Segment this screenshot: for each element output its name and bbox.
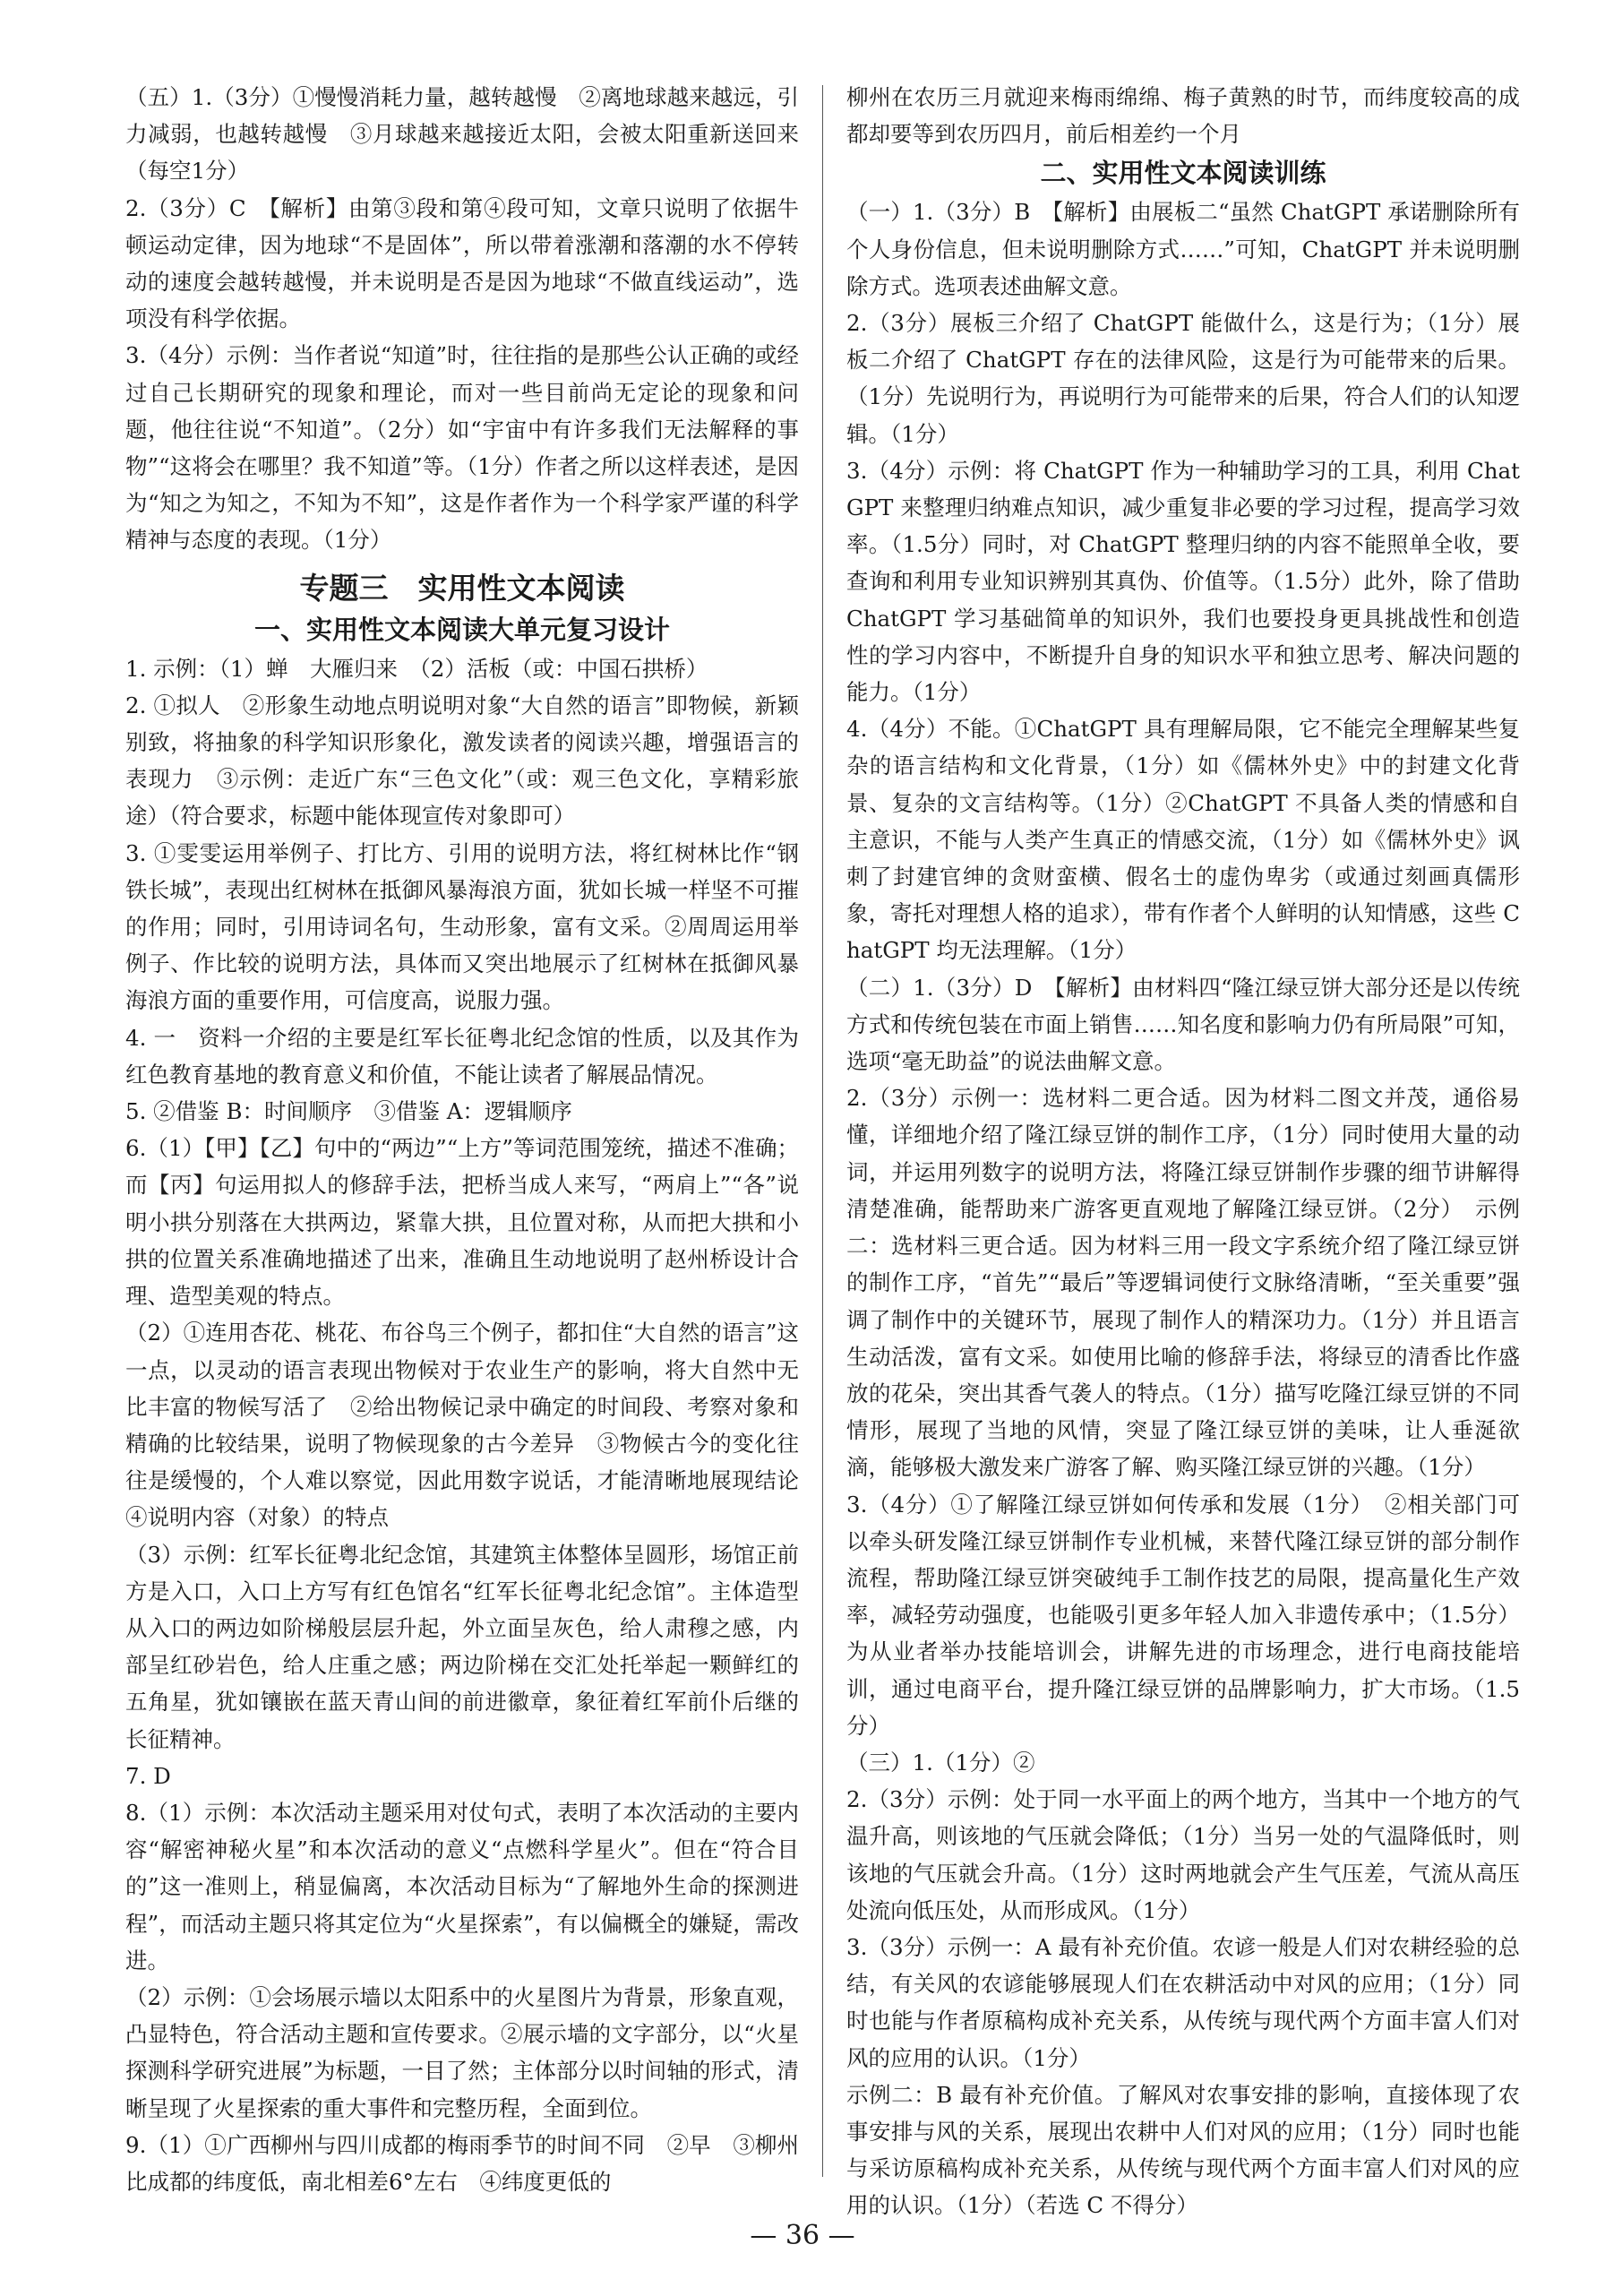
- answer-9: 9.（1）①广西柳州与四川成都的梅雨季节的时间不同 ②早 ③柳州比成都的纬度低，南北相差6°左右 ④纬度更低的: [125, 2131, 799, 2195]
- answer-6-1: 6.（1）【甲】【乙】句中的“两边”“上方”等词范围笼统，描述不准确；而【丙】句运用拟人的修辞手法，把桥当成人来写，“两肩上”“各”说明小拱分别落在大拱两边，紧靠大拱，且位置对称，从而把大拱和小拱的位置关系准确地描述了出来，准确且生动地说明了赵州桥设计合理、造型美观的特点。: [125, 1135, 799, 1310]
- answer-1: 1. 示例：（1）蝉 大雁归来 （2）活板（或：中国石拱桥）: [125, 655, 708, 682]
- column-divider: [822, 85, 823, 2177]
- answer-s1-1: （一）1.（3分）B 【解析】由展板二“虽然 ChatGPT 承诺删除所有个人身份信息，但未说明删除方式……”可知，ChatGPT 并未说明删除方式。选项表述曲解文意。: [846, 199, 1520, 299]
- answer-s3-1: （三）1.（1分）②: [846, 1749, 1035, 1776]
- answer-3: 3. ①雯雯运用举例子、打比方、引用的说明方法，将红树林比作“钢铁长城”，表现出红树林在抵御风暴海浪方面，犹如长城一样坚不可摧的作用；同时，引用诗词名句，生动形象，富有文采。②周周运用举例子、作比较的说明方法，具体而又突出地展示了红树林在抵御风暴海浪方面的重要作用，可信度高，说服力强。: [125, 839, 799, 1014]
- answer-7: 7. D: [125, 1762, 171, 1789]
- answer-5-1: （五）1.（3分）①慢慢消耗力量，越转越慢 ②离地球越来越远，引力减弱，也越转越慢 ③月球越来越接近太阳，会被太阳重新送回来（每空1分）: [125, 84, 799, 185]
- page-number: — 36 —: [750, 2220, 855, 2251]
- answer-s3-3a: 3.（3分）示例一：A 最有补充价值。农谚一般是人们对农耕经验的总结，有关风的农谚能够展现人们在农耕活动中对风的应用；（1分）同时也能与作者原稿构成补充关系，从传统与现代两个方面丰富人们对风的应用的认识。（1分）: [846, 1933, 1520, 2071]
- answer-8-2: （2）示例：①会场展示墙以太阳系中的火星图片为背景，形象直观，凸显特色，符合活动主题和宣传要求。②展示墙的文字部分，以“火星探测科学研究进展”为标题，一目了然；主体部分以时间轴的形式，清晰呈现了火星探索的重大事件和完整历程，全面到位。: [125, 1983, 799, 2121]
- answer-s1-3: 3.（4分）示例：将 ChatGPT 作为一种辅助学习的工具，利用 ChatGPT 来整理归纳难点知识，减少重复非必要的学习过程，提高学习效率。（1.5分）同时，对 ChatGPT 整理归纳的内容不能照单全收，要查询和利用专业知识辨别其真伪、价值等。（1.5分）此外，除了借助 ChatGPT 学习基础简单的知识外，我们也要投身更具挑战性和创造性的学习内容中，不断提升自身的知识水平和独立思考、解决问题的能力。（1分）: [846, 457, 1520, 706]
- answer-s2-3: 3.（4分）①了解隆江绿豆饼如何传承和发展（1分） ②相关部门可以牵头研发隆江绿豆饼制作专业机械，来替代隆江绿豆饼的部分制作流程，帮助隆江绿豆饼突破纯手工制作技艺的局限，提高量化生产效率，减轻劳动强度，也能吸引更多年轻人加入非遗传承中；（1.5分）为从业者举办技能培训会，讲解先进的市场理念，进行电商技能培训，通过电商平台，提升隆江绿豆饼的品牌影响力，扩大市场。（1.5分）: [846, 1491, 1520, 1739]
- answer-s1-2: 2.（3分）展板三介绍了 ChatGPT 能做什么，这是行为；（1分）展板二介绍了 ChatGPT 存在的法律风险，这是行为可能带来的后果。（1分）先说明行为，再说明行为可能带来的后果，符合人们的认知逻辑。（1分）: [846, 310, 1520, 447]
- answer-5-3: 3.（4分）示例：当作者说“知道”时，往往指的是那些公认正确的或经过自己长期研究的现象和理论，而对一些目前尚无定论的现象和问题，他往往说“不知道”。（2分）如“宇宙中有许多我们无法解释的事物”“这将会在哪里？我不知道”等。（1分）作者之所以这样表述，是因为“知之为知之，不知为不知”，这是作者作为一个科学家严谨的科学精神与态度的表现。（1分）: [125, 342, 799, 554]
- answer-s1-4: 4.（4分）不能。①ChatGPT 具有理解局限，它不能完全理解某些复杂的语言结构和文化背景，（1分）如《儒林外史》中的封建文化背景、复杂的文言结构等。（1分）②ChatGPT 不具备人类的情感和自主意识，不能与人类产生真正的情感交流，（1分）如《儒林外史》讽刺了封建官绅的贪财蛮横、假名士的虚伪卑劣（或通过刻画真儒形象，寄托对理想人格的追求），带有作者个人鲜明的认知情感，这些 ChatGPT 均无法理解。（1分）: [846, 716, 1520, 964]
- answer-5-2: 2.（3分）C 【解析】由第③段和第④段可知，文章只说明了依据牛顿运动定律，因为地球“不是固体”，所以带着涨潮和落潮的水不停转动的速度会越转越慢，并未说明是否是因为地球“不做直线运动”，选项没有科学依据。: [125, 194, 799, 332]
- answer-2: 2. ①拟人 ②形象生动地点明说明对象“大自然的语言”即物候，新颖别致，将抽象的科学知识形象化，激发读者的阅读兴趣，增强语言的表现力 ③示例：走近广东“三色文化”（或：观三色文化，享精彩旅途）（符合要求，标题中能体现宣传对象即可）: [125, 692, 799, 830]
- answer-s2-2: 2.（3分）示例一：选材料二更合适。因为材料二图文并茂，通俗易懂，详细地介绍了隆江绿豆饼的制作工序，（1分）同时使用大量的动词，并运用列数字的说明方法，将隆江绿豆饼制作步骤的细节讲解得清楚准确，能帮助来广游客更直观地了解隆江绿豆饼。（2分） 示例二：选材料三更合适。因为材料三用一段文字系统介绍了隆江绿豆饼的制作工序，“首先”“最后”等逻辑词使行文脉络清晰，“至关重要”强调了制作中的关键环节，展现了制作人的精深功力。（1分）并且语言生动活泼，富有文采。如使用比喻的修辞手法，将绿豆的清香比作盛放的花朵，突出其香气袭人的特点。（1分）描写吃隆江绿豆饼的不同情形，展现了当地的风情，突显了隆江绿豆饼的美味，让人垂涎欲滴，能够极大激发来广游客了解、购买隆江绿豆饼的兴趣。（1分）: [846, 1085, 1520, 1481]
- answer-s3-2: 2.（3分）示例：处于同一水平面上的两个地方，当其中一个地方的气温升高，则该地的气压就会降低；（1分）当另一处的气温降低时，则该地的气压就会升高。（1分）这时两地就会产生气压差，气流从高压处流向低压处，从而形成风。（1分）: [846, 1786, 1520, 1923]
- answer-8-1: 8.（1）示例：本次活动主题采用对仗句式，表明了本次活动的主要内容“解密神秘火星”和本次活动的意义“点燃科学星火”。但在“符合目的”这一准则上，稍显偏离，本次活动目标为“了解地外生命的探测进程”，而活动主题只将其定位为“火星探索”，有以偏概全的嫌疑，需改进。: [125, 1799, 799, 1974]
- right-column: [846, 79, 1520, 2224]
- answer-6-2: （2）①连用杏花、桃花、布谷鸟三个例子，都扣住“大自然的语言”这一点，以灵动的语言表现出物候对于农业生产的影响，将大自然中无比丰富的物候写活了 ②给出物候记录中确定的时间段、考察对象和精确的比较结果，说明了物候现象的古今差异 ③物候古今的变化往往是缓慢的，个人难以察觉，因此用数字说话，才能清晰地展现结论 ④说明内容（对象）的特点: [125, 1320, 821, 1531]
- section-heading-2: 二、实用性文本阅读训练: [1040, 158, 1326, 189]
- answer-9-continued: 柳州在农历三月就迎来梅雨绵绵、梅子黄熟的时节，而纬度较高的成都却要等到农历四月，前后相差约一个月: [846, 84, 1520, 148]
- left-column: [125, 79, 821, 2200]
- answer-6-3: （3）示例：红军长征粤北纪念馆，其建筑主体整体呈圆形，场馆正前方是入口，入口上方写有红色馆名“红军长征粤北纪念馆”。主体造型从入口的两边如阶梯般层层升起，外立面呈灰色，给人肃穆之感，内部呈红砂岩色，给人庄重之感；两边阶梯在交汇处托举起一颗鲜红的五角星，犹如镶嵌在蓝天青山间的前进徽章，象征着红军前仆后继的长征精神。: [125, 1541, 799, 1752]
- answer-s2-1: （二）1.（3分）D 【解析】由材料四“隆江绿豆饼大部分还是以传统方式和传统包装在市面上销售……知名度和影响力仍有所局限”可知，选项“毫无助益”的说法曲解文意。: [846, 974, 1520, 1075]
- answer-4: 4. 一 资料一介绍的主要是红军长征粤北纪念馆的性质，以及其作为红色教育基地的教育意义和价值，不能让读者了解展品情况。: [125, 1024, 799, 1088]
- answer-5: 5. ②借鉴 B：时间顺序 ③借鉴 A：逻辑顺序: [125, 1098, 572, 1125]
- section-heading-1: 一、实用性文本阅读大单元复习设计: [253, 614, 670, 645]
- topic-heading: 专题三 实用性文本阅读: [299, 570, 625, 606]
- answer-s3-3b: 示例二：B 最有补充价值。了解风对农事安排的影响，直接体现了农事安排与风的关系，展现出农耕中人们对风的应用；（1分）同时也能与采访原稿构成补充关系，从传统与现代两个方面丰富人们对风的应用的认识。（1分）（若选 C 不得分）: [846, 2081, 1520, 2219]
